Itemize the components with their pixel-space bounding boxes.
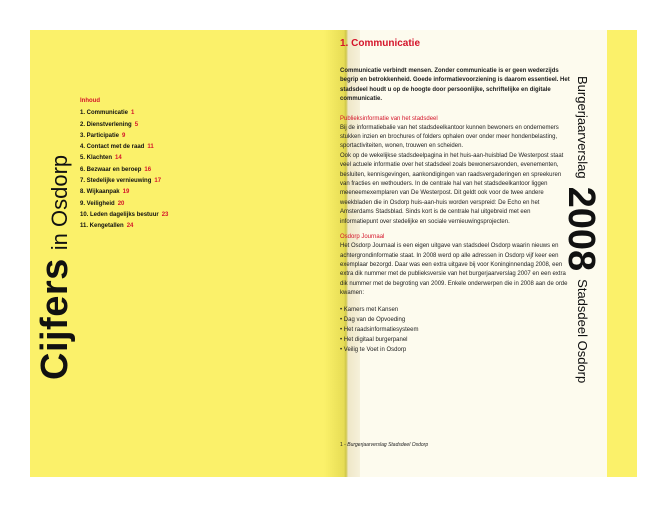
body-paragraph: Het Osdorp Journaal is een eigen uitgave van stadsdeel Osdorp waarin nieuws en achtergrondinformatie staat. In 2008 werd op alle adressen in Osdorp vijf keer een exemplaar bezorgd. Daar was een extra uitgave bij voor Koninginnendag 2008, een extra dik nummer met de publieksversie van het burgerjaarverslag 2007 en een extra dik nummer met de begroting van 2009. Enkele onderwerpen die in 2008 aan de orde kwamen:	[340, 243, 568, 297]
toc-heading: Inhoud	[80, 98, 100, 104]
footer-text: Burgerjaarverslag Stadsdeel Osdorp	[347, 442, 429, 448]
right-cover-strip	[607, 30, 637, 477]
page-number: 1	[340, 442, 343, 448]
section-heading: 1. Communicatie	[340, 38, 421, 49]
list-item: • Het digitaal burgerpanel	[340, 335, 570, 345]
strip-title-burgerjaarverslag: Burgerjaarverslag	[575, 76, 590, 179]
toc-item[interactable]: 3. Participatie 9	[80, 132, 126, 139]
topic-list	[340, 305, 570, 355]
list-item: • Veilig te Voet in Osdorp	[340, 345, 570, 355]
left-vertical-title	[34, 155, 77, 380]
toc-item[interactable]: 9. Veiligheid 20	[80, 200, 125, 207]
toc-item[interactable]: 11. Kengetallen 24	[80, 223, 134, 230]
toc-item[interactable]: 7. Stedelijke vernieuwing 17	[80, 178, 162, 185]
intro-paragraph: Communicatie verbindt mensen. Zonder communicatie is er geen wederzijds begrip en betrokkenheid. Goede informatievoorziening is daarom essentieel. Het stadsdeel houdt u op de hoogte door persoonlijke, schriftelijke en digitale communicatie.	[340, 68, 570, 103]
list-item: • Kamers met Kansen	[340, 305, 570, 315]
toc-item[interactable]: 10. Leden dagelijks bestuur 23	[80, 211, 169, 218]
list-item: • Dag van de Opvoeding	[340, 315, 570, 325]
table-of-contents	[80, 96, 168, 233]
list-item: • Het raadsinformatiesysteem	[340, 325, 570, 335]
right-vertical-title	[560, 76, 611, 384]
toc-item[interactable]: 4. Contact met de raad 11	[80, 144, 154, 151]
strip-year: 2008	[560, 186, 602, 272]
toc-item[interactable]: 8. Wijkaanpak 19	[80, 189, 130, 196]
body-paragraph: Ook op de wekelijkse stadsdeelpagina in het huis-aan-huisblad De Westerpost staat veel actuele informatie over het stadsdeel zoals bewonersavonden, evenementen, besluiten, kennisgevingen, aankondigingen van raadsvergaderingen en spreekuren van fracties en wethouders. In de centrale hal van het stadsdeelkantoor liggen meeneemexemplaren van De Westerpost. Dit geldt ook voor de twee andere weekbladen die in Osdorp huis-aan-huis worden verspreid: De Echo en het Amsterdams Stadsblad. Sinds kort is de centrale hal uitgebreid met een informatiepunt over stedelijke en sociale vernieuwingsprojecten.	[340, 152, 564, 225]
right-page-content	[340, 38, 570, 355]
title-in-osdorp: in Osdorp	[47, 154, 72, 251]
title-cijfers: Cijfers	[34, 258, 76, 380]
body-paragraph: Bij de informatiebalie van het stadsdeelkantoor kunnen bewoners en ondernemers stukken inzien en brochures of folders ophalen over onder meer hondenbelasting, sportactiviteiten, wonen, trouwen en scheiden.	[340, 124, 559, 150]
subheading-publieksinformatie: Publieksinformatie van het stadsdeel	[340, 115, 438, 122]
subheading-osdorp-journaal: Osdorp Journaal	[340, 234, 385, 241]
toc-item[interactable]: 2. Dienstverlening 5	[80, 121, 139, 128]
toc-item[interactable]: 6. Bezwaar en beroep 16	[80, 166, 152, 173]
toc-item[interactable]: 1. Communicatie 1	[80, 110, 135, 117]
page-footer: 1 - Burgerjaarverslag Stadsdeel Osdorp	[340, 442, 429, 448]
strip-title-stadsdeel: Stadsdeel Osdorp	[575, 279, 590, 384]
toc-item[interactable]: 5. Klachten 14	[80, 155, 122, 162]
